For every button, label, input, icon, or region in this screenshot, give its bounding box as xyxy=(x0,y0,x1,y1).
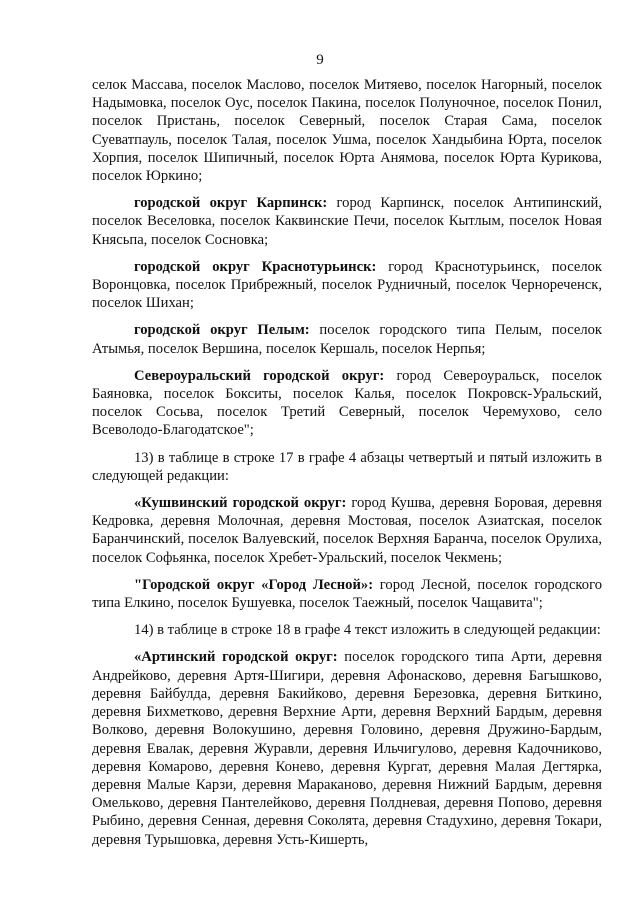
paragraph-heading: "Городской округ «Город Лесной»: xyxy=(134,576,374,593)
paragraph-heading: городской округ Карпинск: xyxy=(134,195,328,212)
paragraph-text: селок Массава, поселок Маслово, поселок Митяево, поселок Нагорный, поселок Надымовка, поселок Оус, поселок Пакина, поселок Полуночное, поселок Понил, поселок Пристань, поселок Северный, поселок Старая Сама, поселок Суеватпауль, поселок Талая, поселок Ушма, поселок Хандыбина Юрта, поселок Хорпия, поселок Шипичный, поселок Юрта Анямова, поселок Юрта Курикова, поселок Юркино; xyxy=(92,77,602,185)
paragraph-text: город Североуральск, поселок Баяновка, поселок Бокситы, поселок Калья, поселок Покровск-Уральский, поселок Сосьва, поселок Третий Северный, поселок Черемухово, село Всеволодо-Благодатское"; xyxy=(92,367,602,439)
paragraph-heading: городской округ Краснотурьинск: xyxy=(134,258,377,275)
paragraph-text: город Краснотурьинск, поселок Воронцовка, поселок Прибрежный, поселок Рудничный, поселок Чернореченск, поселок Шихан; xyxy=(92,258,602,312)
paragraph-2 xyxy=(92,258,602,313)
document-body xyxy=(92,76,602,858)
paragraph-text: город Кушва, деревня Боровая, деревня Кедровка, деревня Молочная, деревня Мостовая, поселок Азиатская, поселок Баранчинский, поселок Валуевский, поселок Верхняя Баранча, поселок Орулиха, поселок Софьянка, поселок Хребет-Уральский, поселок Чекмень; xyxy=(92,495,602,566)
paragraph-5 xyxy=(92,449,602,485)
paragraph-heading: «Кушвинский городской округ: xyxy=(134,495,347,512)
paragraph-text: город Лесной, поселок городского типа Елкино, поселок Бушуевка, поселок Таежный, поселок Чащавита"; xyxy=(92,576,602,612)
paragraph-0 xyxy=(92,76,602,185)
paragraph-7 xyxy=(92,576,602,612)
paragraph-8 xyxy=(92,621,602,639)
paragraph-text: 13) в таблице в строке 17 в графе 4 абзацы четвертый и пятый изложить в следующей редакции: xyxy=(92,449,602,484)
paragraph-1 xyxy=(92,194,602,249)
paragraph-9 xyxy=(92,648,602,848)
paragraph-4 xyxy=(92,367,602,440)
paragraph-heading: городской округ Пелым: xyxy=(134,322,310,339)
paragraph-heading: «Артинский городской округ: xyxy=(134,649,338,666)
paragraph-text: 14) в таблице в строке 18 в графе 4 текст изложить в следующей редакции: xyxy=(134,622,601,639)
paragraph-text: город Карпинск, поселок Антипинский, поселок Веселовка, поселок Каквинские Печи, поселок Кытлым, поселок Новая Княсьпа, поселок Сосновка; xyxy=(92,195,602,248)
paragraph-3 xyxy=(92,321,602,357)
paragraph-heading: Североуральский городской округ: xyxy=(134,367,385,384)
paragraph-text: поселок городского типа Пелым, поселок Атымья, поселок Вершина, поселок Кершаль, поселок Нерпья; xyxy=(92,322,602,357)
paragraph-text: поселок городского типа Арти, деревня Андрейково, деревня Артя-Шигири, деревня Афонасково, деревня Багышково, деревня Байбулда, деревня Бакийково, деревня Березовка, деревня Биткино, деревня Бихметково, деревня Верхние Арти, деревня Верхний Бардым, деревня Волково, деревня Волокушино, деревня Головино, деревня Дружино-Бардым, деревня Евалак, деревня Журавли, деревня Ильчигулово, деревня Кадочниково, деревня Комарово, деревня Конево, деревня Кургат, деревня Малая Дегтярка, деревня Малые Карзи, деревня Мараканово, деревня Нижний Бардым, деревня Омельково, деревня Пантелейково, деревня Полдневая, деревня Попово, деревня Рыбино, деревня Сенная, деревня Соколята, деревня Стадухино, деревня Токари, деревня Турышовка, деревня Усть-Кишерть, xyxy=(92,649,602,848)
page-number: 9 xyxy=(316,52,324,68)
paragraph-6 xyxy=(92,494,602,567)
